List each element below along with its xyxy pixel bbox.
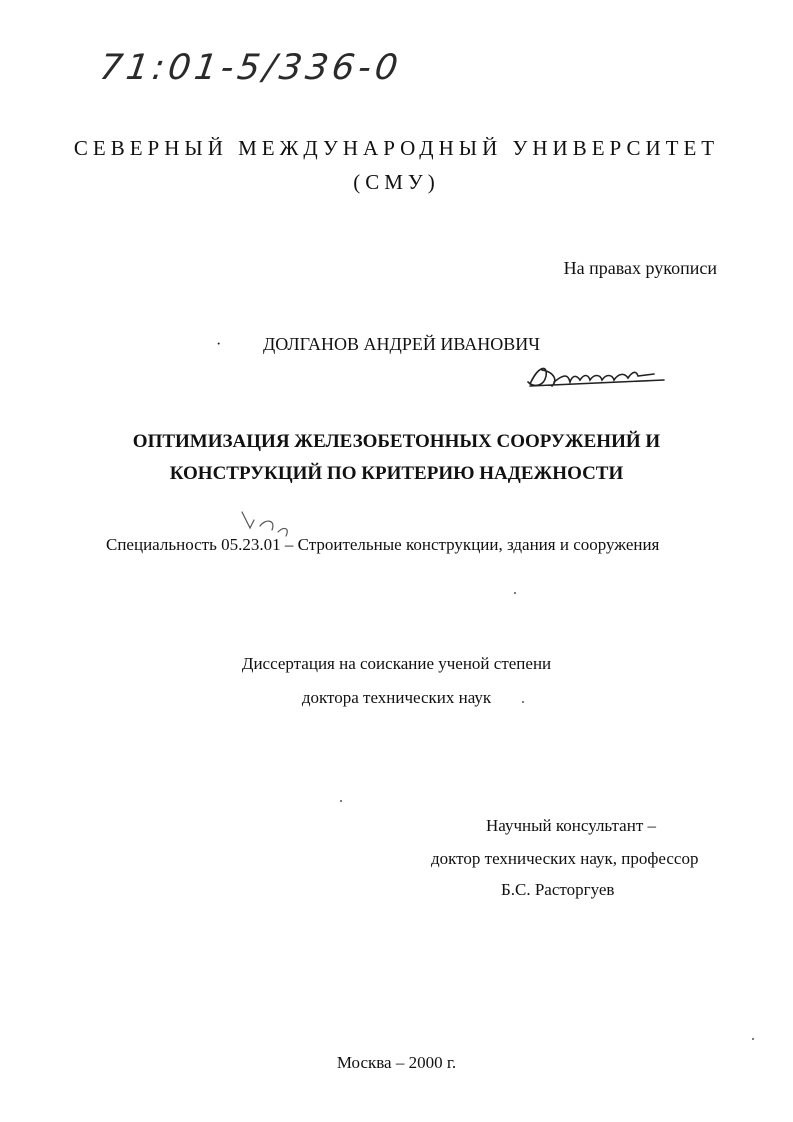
consultant-role: Научный консультант – — [486, 816, 656, 835]
speck-mark — [752, 1038, 754, 1040]
speck-mark — [340, 800, 342, 802]
specialty-line: Специальность 05.23.01 – Строительные конструкции, здания и сооружения — [106, 535, 660, 554]
speck-mark: · — [216, 336, 222, 353]
degree-line-1: Диссертация на соискание ученой степени — [241, 654, 552, 673]
university-abbreviation: (СМУ) — [353, 170, 440, 194]
speck-mark — [522, 701, 524, 703]
handwritten-catalog-number: 71:01-5/336-0 — [97, 48, 405, 88]
author-name: ДОЛГАНОВ АНДРЕЙ ИВАНОВИЧ — [263, 334, 540, 354]
consultant-name: Б.С. Расторгуев — [501, 880, 615, 899]
title-line-2: КОНСТРУКЦИЙ ПО КРИТЕРИЮ НАДЕЖНОСТИ — [169, 463, 624, 484]
title-line-1: ОПТИМИЗАЦИЯ ЖЕЛЕЗОБЕТОННЫХ СООРУЖЕНИЙ И — [132, 431, 661, 452]
speck-mark — [514, 592, 516, 594]
university-name: СЕВЕРНЫЙ МЕЖДУНАРОДНЫЙ УНИВЕРСИТЕТ — [73, 136, 720, 160]
author-signature — [524, 360, 674, 392]
degree-line-2: доктора технических наук — [301, 688, 492, 707]
dissertation-title — [0, 426, 793, 490]
city-year: Москва – 2000 г. — [336, 1053, 457, 1072]
consultant-degree: доктор технических наук, профессор — [431, 849, 699, 868]
rights-note: На правах рукописи — [563, 258, 717, 278]
